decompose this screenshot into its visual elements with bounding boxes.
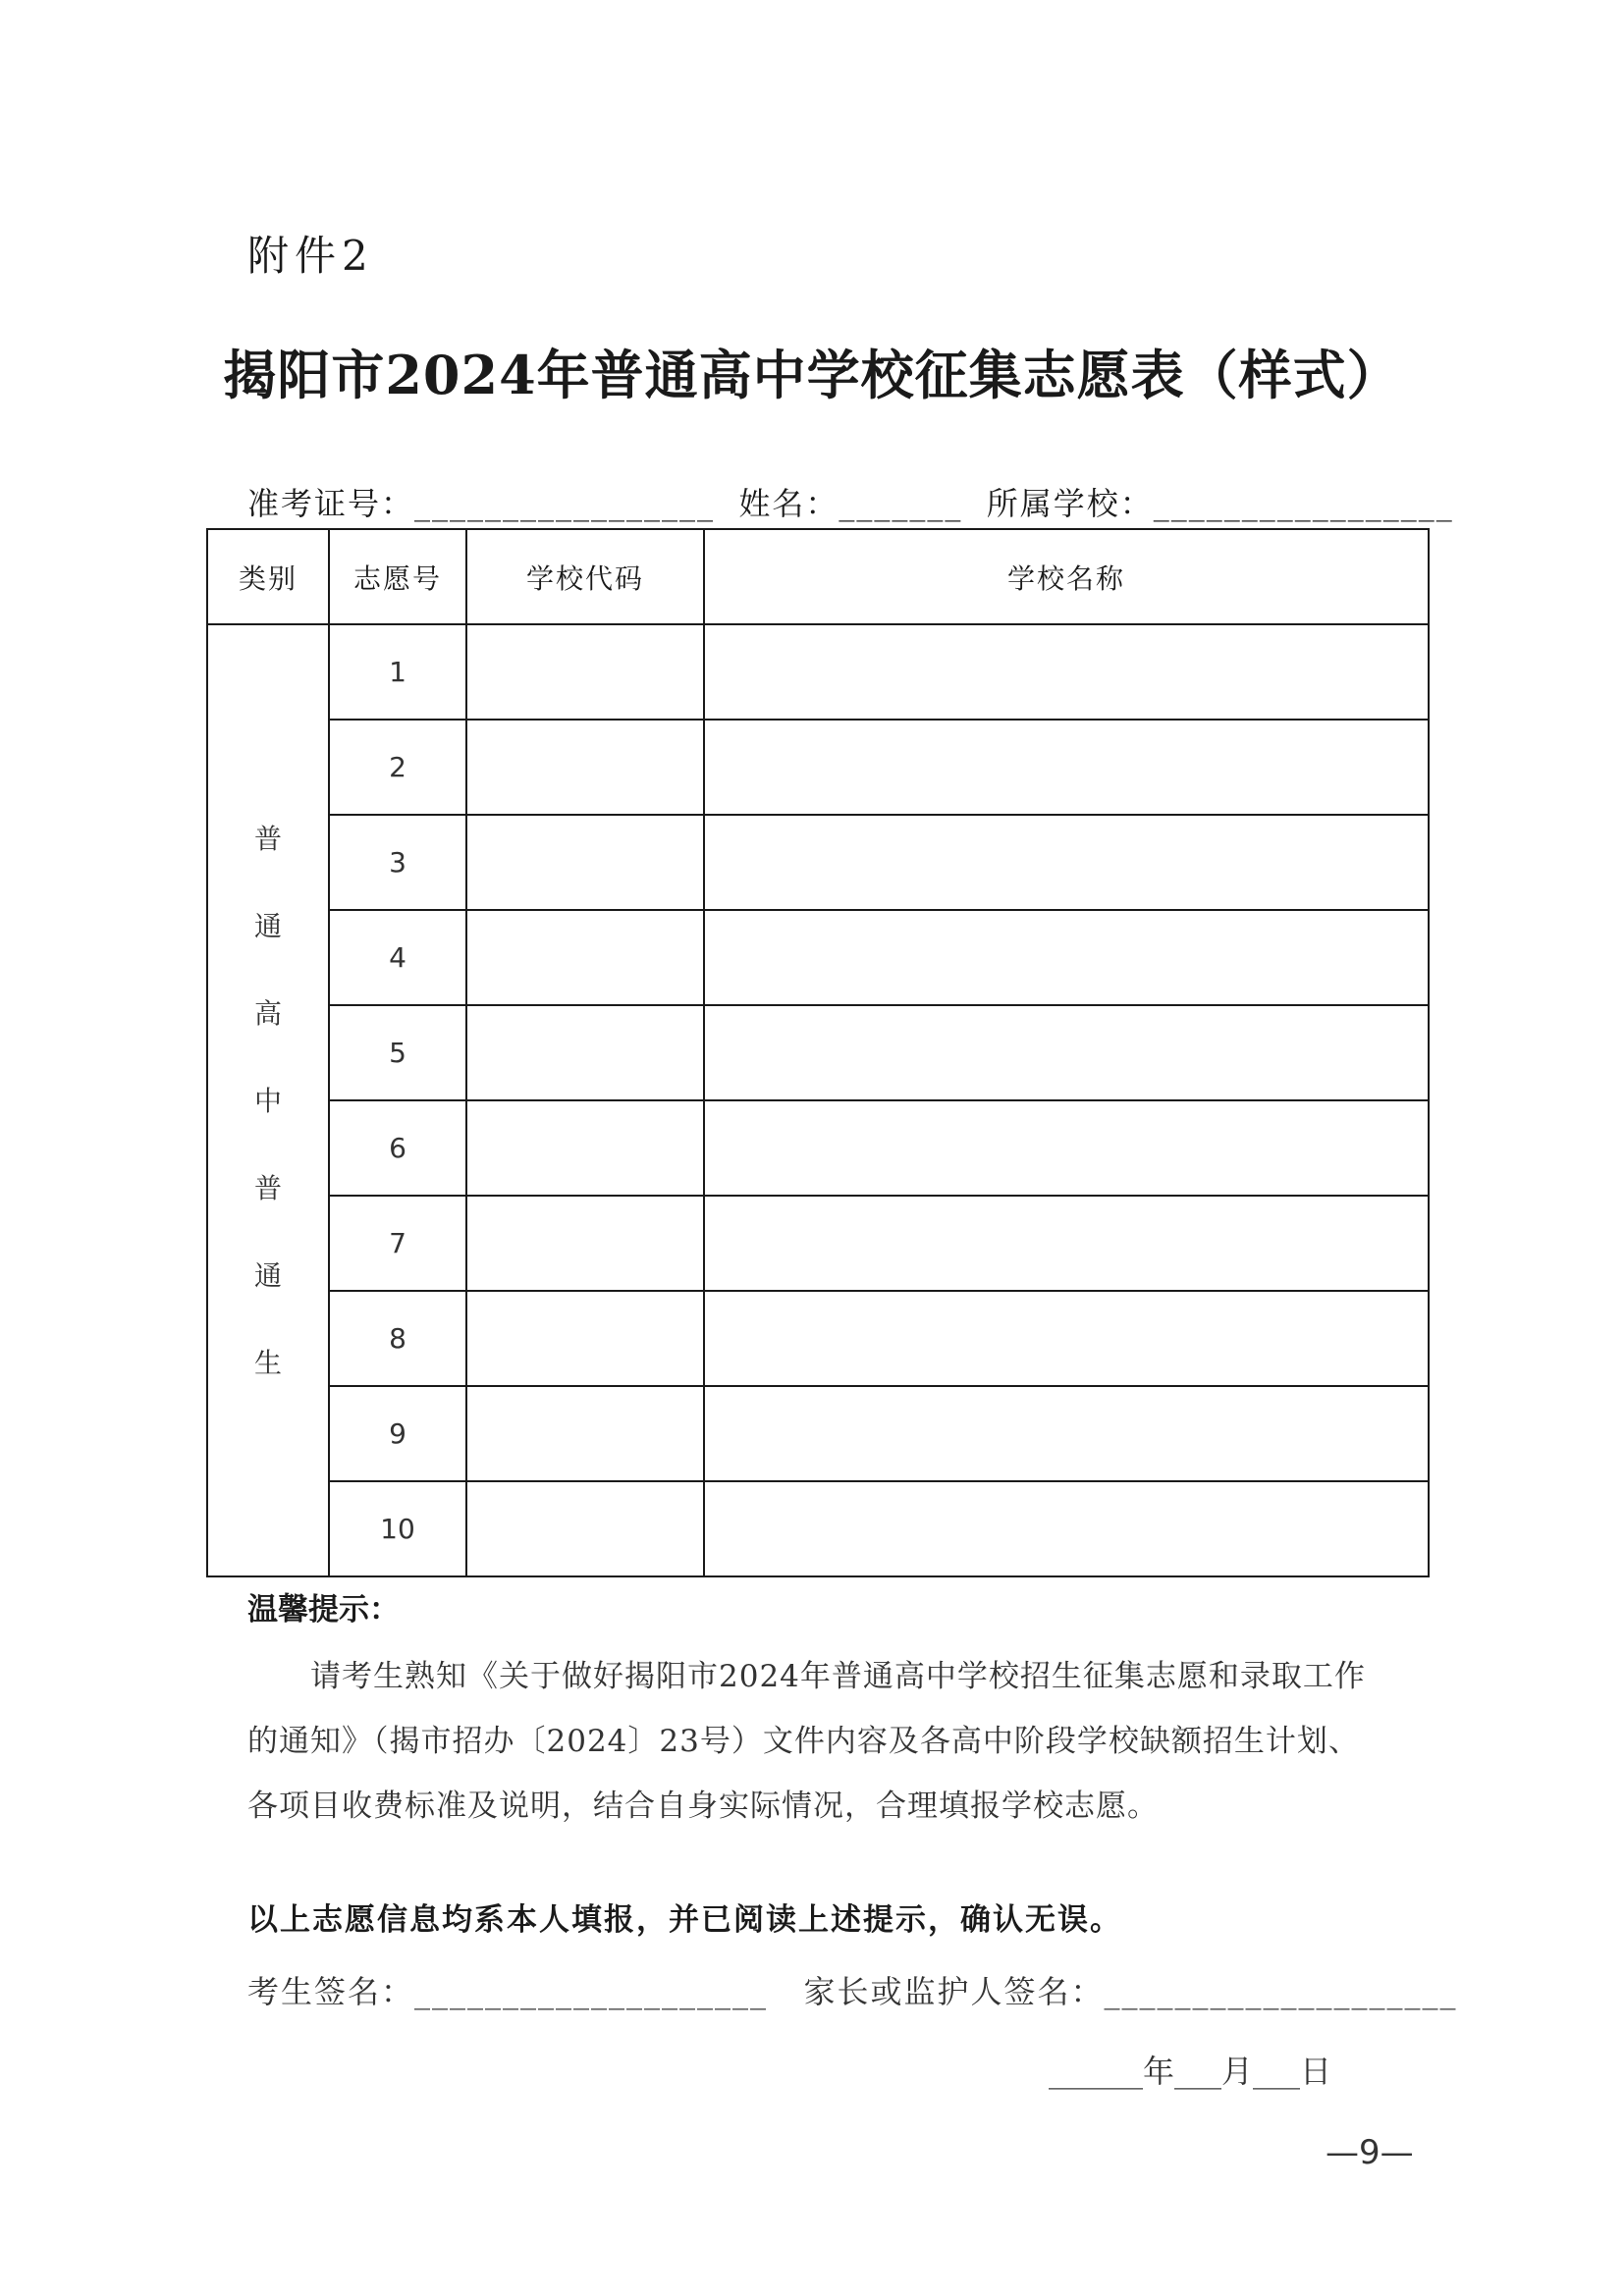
table-row xyxy=(207,624,1429,720)
school-name-cell[interactable] xyxy=(704,1005,1429,1100)
table-row xyxy=(207,1291,1429,1386)
header-category: 类别 xyxy=(207,529,329,624)
choice-number: 3 xyxy=(329,815,466,910)
signature-line: 考生签名：____________________ 家长或监护人签名：____________________ xyxy=(247,1973,1458,2010)
school-code-cell[interactable] xyxy=(466,624,704,720)
school-code-cell[interactable] xyxy=(466,720,704,815)
school-code-cell[interactable] xyxy=(466,910,704,1005)
school-name-cell[interactable] xyxy=(704,1386,1429,1481)
candidate-info-line: 准考证号：_________________ 姓名：_______ 所属学校：_________________ xyxy=(247,485,1454,522)
choice-number: 2 xyxy=(329,720,466,815)
table-row xyxy=(207,1196,1429,1291)
table-row xyxy=(207,1005,1429,1100)
category-char: 生 xyxy=(253,1346,282,1379)
date-line: ______年___月___日 xyxy=(1049,2053,1332,2090)
school-code-cell[interactable] xyxy=(466,1005,704,1100)
school-code-cell[interactable] xyxy=(466,815,704,910)
choice-number: 7 xyxy=(329,1196,466,1291)
tips-body: 请考生熟知《关于做好揭阳市2024年普通高中学校招生征集志愿和录取工作的通知》（揭市招办〔2024〕23号）文件内容及各高中阶段学校缺额招生计划、各项目收费标准及说明，结合自身实际情况，合理填报学校志愿。 xyxy=(247,1659,1366,1824)
school-name-cell[interactable] xyxy=(704,1291,1429,1386)
school-name-cell[interactable] xyxy=(704,720,1429,815)
header-school-code: 学校代码 xyxy=(466,529,704,624)
volunteer-form-table xyxy=(206,528,1430,1577)
school-name-cell[interactable] xyxy=(704,624,1429,720)
choice-number: 1 xyxy=(329,624,466,720)
school-name-cell[interactable] xyxy=(704,1196,1429,1291)
confirm-statement: 以上志愿信息均系本人填报，并已阅读上述提示，确认无误。 xyxy=(247,1902,1122,1938)
category-cell xyxy=(207,624,329,1576)
form-title: 揭阳市2024年普通高中学校征集志愿表（样式） xyxy=(223,344,1401,406)
choice-number: 10 xyxy=(329,1481,466,1576)
tips-heading: 温馨提示： xyxy=(247,1592,400,1628)
category-char: 高 xyxy=(253,996,282,1030)
table-row xyxy=(207,1386,1429,1481)
school-code-cell[interactable] xyxy=(466,1386,704,1481)
table-row xyxy=(207,910,1429,1005)
school-code-cell[interactable] xyxy=(466,1291,704,1386)
header-choice-number: 志愿号 xyxy=(329,529,466,624)
attachment-label: 附件2 xyxy=(247,232,374,280)
school-name-cell[interactable] xyxy=(704,1481,1429,1576)
category-char: 普 xyxy=(253,1171,282,1204)
school-code-cell[interactable] xyxy=(466,1481,704,1576)
school-name-cell[interactable] xyxy=(704,910,1429,1005)
table-row xyxy=(207,815,1429,910)
table-row xyxy=(207,1481,1429,1576)
category-char: 通 xyxy=(253,909,282,942)
category-char: 普 xyxy=(253,822,282,855)
choice-number: 5 xyxy=(329,1005,466,1100)
table-row xyxy=(207,1100,1429,1196)
choice-number: 8 xyxy=(329,1291,466,1386)
category-char: 中 xyxy=(253,1084,282,1117)
table-row xyxy=(207,720,1429,815)
header-school-name: 学校名称 xyxy=(704,529,1429,624)
choice-number: 6 xyxy=(329,1100,466,1196)
category-char: 通 xyxy=(253,1258,282,1292)
table-header-row xyxy=(207,529,1429,624)
page-number: —9— xyxy=(1326,2133,1414,2172)
school-name-cell[interactable] xyxy=(704,815,1429,910)
choice-number: 9 xyxy=(329,1386,466,1481)
school-name-cell[interactable] xyxy=(704,1100,1429,1196)
choice-number: 4 xyxy=(329,910,466,1005)
school-code-cell[interactable] xyxy=(466,1100,704,1196)
school-code-cell[interactable] xyxy=(466,1196,704,1291)
